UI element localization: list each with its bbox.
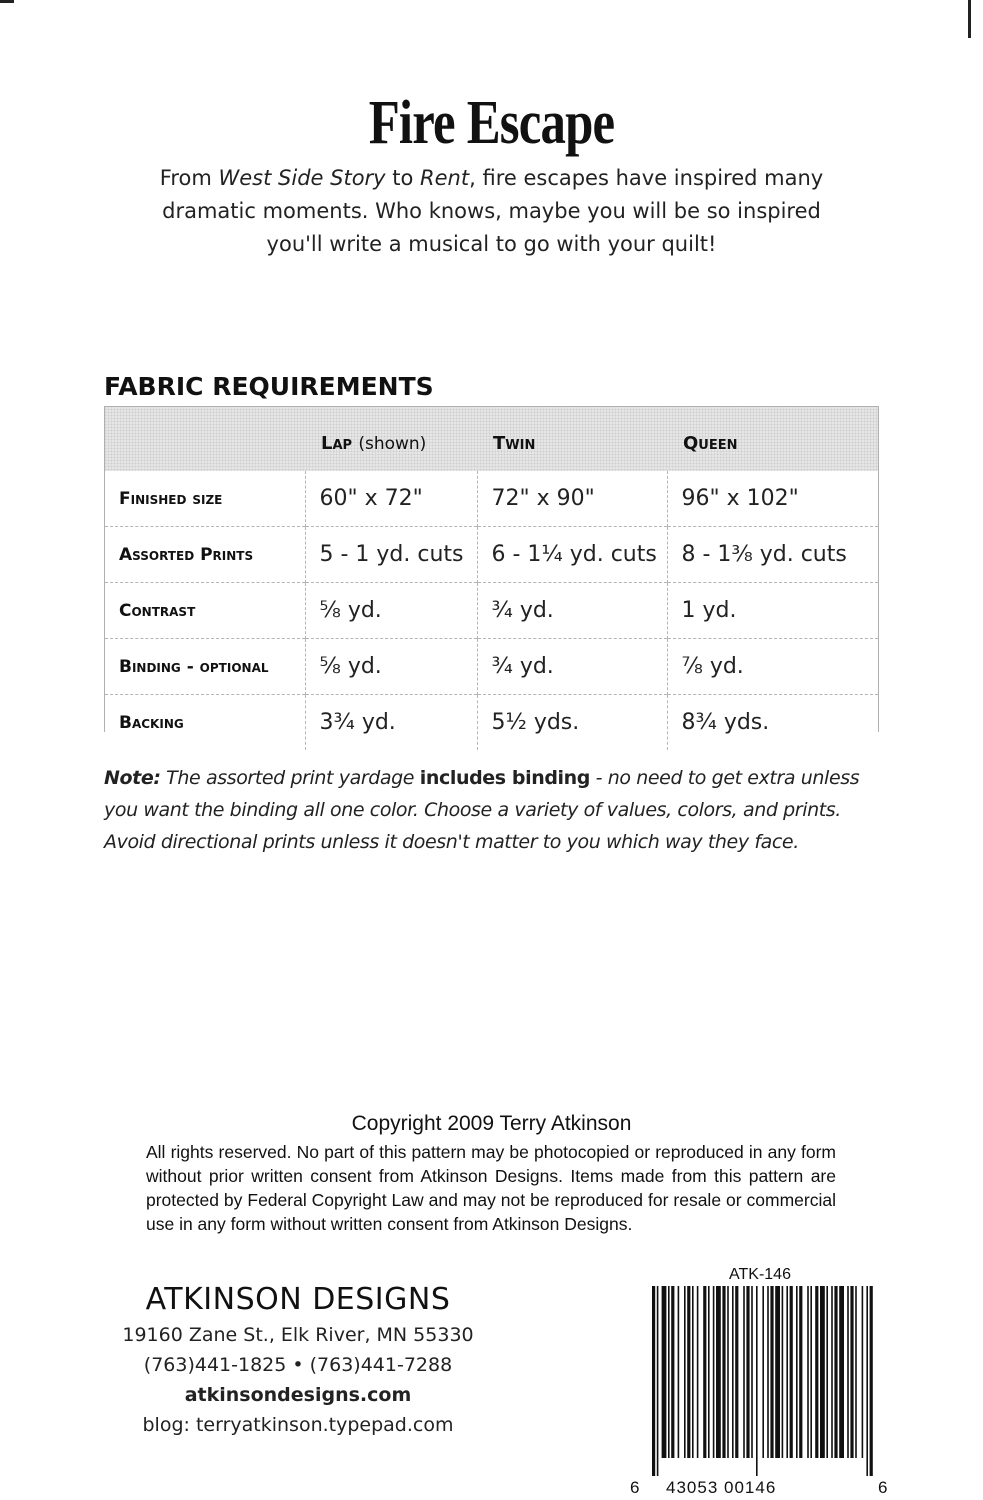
barcode-bar (790, 1286, 793, 1458)
row-label: Finished size (105, 471, 305, 527)
header-twin: Twin (493, 432, 536, 454)
barcode-bar (855, 1286, 857, 1458)
barcode-bar (652, 1286, 655, 1476)
barcode-bar (735, 1286, 738, 1458)
table-row (105, 471, 878, 527)
fabric-requirements-heading: FABRIC REQUIREMENTS (104, 372, 434, 401)
table-row (105, 695, 878, 751)
table-header-row (105, 407, 878, 471)
cell-lap: ⅝ yd. (305, 639, 477, 695)
barcode-bar (799, 1286, 802, 1458)
barcode-image (626, 1286, 886, 1476)
barcode-digit-left: 6 (630, 1478, 641, 1497)
intro-italic-title: West Side Story (218, 166, 386, 190)
barcode-bar (839, 1286, 844, 1458)
barcode-bar (756, 1286, 758, 1476)
barcode-bar (671, 1286, 674, 1458)
barcode-bar (692, 1286, 694, 1458)
barcode-bar (796, 1286, 798, 1458)
row-label: Contrast (105, 583, 305, 639)
barcode-bar (850, 1286, 853, 1458)
company-blog: blog: terryatkinson.typepad.com (142, 1414, 454, 1436)
barcode-bar (684, 1286, 686, 1458)
barcode-bar (662, 1286, 667, 1458)
barcode-bar (687, 1286, 690, 1458)
company-website: atkinsondesigns.com (184, 1384, 412, 1406)
company-name: ATKINSON DESIGNS (145, 1282, 451, 1317)
cell-twin: ¾ yd. (477, 583, 667, 639)
barcode-bar (834, 1286, 837, 1458)
barcode-bar (708, 1286, 710, 1458)
barcode-digit-right: 6 (878, 1478, 889, 1497)
header-lap-label: Lap (321, 432, 353, 454)
note-label: Note: (104, 767, 161, 789)
barcode-digits: 43053 00146 (666, 1478, 777, 1497)
table-row (105, 639, 878, 695)
header-lap (305, 407, 477, 471)
intro-text: to (385, 166, 421, 190)
cell-queen: 8¾ yds. (667, 695, 878, 751)
cell-twin: 72" x 90" (477, 471, 667, 527)
cell-twin: ¾ yd. (477, 639, 667, 695)
row-label: Backing (105, 695, 305, 751)
barcode-bar (722, 1286, 725, 1458)
edge-mark-right (968, 0, 971, 38)
header-blank (105, 407, 305, 471)
intro-paragraph (150, 162, 833, 261)
header-lap-note: (shown) (358, 433, 427, 454)
barcode-bar (826, 1286, 828, 1458)
cell-lap: 3¾ yd. (305, 695, 477, 751)
company-address: 19160 Zane St., Elk River, MN 55330 (122, 1324, 474, 1346)
barcode-bar (732, 1286, 734, 1458)
table-row (105, 527, 878, 583)
intro-line-1 (150, 162, 833, 195)
intro-text: , fire escapes have inspired many (469, 166, 824, 190)
barcode-bar (746, 1286, 749, 1458)
cell-lap: 5 - 1 yd. cuts (305, 527, 477, 583)
cell-lap: ⅝ yd. (305, 583, 477, 639)
copyright-title: Copyright 2009 Terry Atkinson (351, 1112, 632, 1135)
note-text: - no need to get extra unless you want the binding all one color. Choose a variety of values, colors, and prints. Avoid directional prints unless it doesn't matter to you which way they face. (104, 767, 860, 853)
barcode-bar (847, 1286, 849, 1458)
barcode-bar (697, 1286, 699, 1458)
barcode-bar (713, 1286, 715, 1458)
barcode-bar (807, 1286, 809, 1458)
cell-lap: 60" x 72" (305, 471, 477, 527)
note-bold-text: includes binding (419, 767, 590, 789)
barcode-bar (703, 1286, 706, 1458)
intro-line-3: you'll write a musical to go with your quilt! (266, 232, 717, 256)
barcode-bar (831, 1286, 833, 1458)
intro-italic-title: Rent (420, 166, 470, 190)
cell-queen: ⅞ yd. (667, 639, 878, 695)
barcode-bar (782, 1286, 784, 1458)
cell-twin: 5½ yds. (477, 695, 667, 751)
barcode-bar (727, 1286, 729, 1458)
cell-queen: 8 - 1³⁄₈ yd. cuts (667, 527, 878, 583)
barcode-bar (767, 1286, 769, 1458)
barcode-bar (657, 1286, 659, 1476)
fabric-requirements-table (104, 406, 879, 735)
barcode-bar (668, 1286, 670, 1458)
header-queen: Queen (683, 432, 738, 454)
barcode-bar (870, 1286, 873, 1476)
table-row (105, 583, 878, 639)
note-text: The assorted print yardage (160, 767, 420, 789)
intro-text: From (159, 166, 219, 190)
row-label: Assorted Prints (105, 527, 305, 583)
barcode-bar (678, 1286, 680, 1458)
company-phones: (763)441-1825 • (763)441-7288 (143, 1354, 453, 1376)
barcode-bar (743, 1286, 745, 1458)
intro-line-2: dramatic moments. Who knows, maybe you will be so inspired (162, 199, 821, 223)
note-paragraph (104, 762, 864, 858)
cell-queen: 96" x 102" (667, 471, 878, 527)
barcode-bar (786, 1286, 788, 1458)
barcode-bar (810, 1286, 812, 1458)
barcode-bar (770, 1286, 773, 1458)
page-title: Fire Escape (368, 89, 615, 157)
barcode-bar (775, 1286, 780, 1458)
barcode-bar (716, 1286, 721, 1458)
cell-twin: 6 - 1¼ yd. cuts (477, 527, 667, 583)
barcode-bar (751, 1286, 753, 1458)
barcode-bar (866, 1286, 868, 1476)
edge-mark-left (0, 0, 14, 3)
barcode-bar (762, 1286, 764, 1458)
cell-queen: 1 yd. (667, 583, 878, 639)
barcode-bar (862, 1286, 864, 1458)
copyright-body: All rights reserved. No part of this pattern may be photocopied or reproduced in any form without prior written consent from Atkinson Designs. Items made from this pattern are protected by Federal Copyright Law and may not be reproduced for resale or commercial use in any form without written consent from Atkinson Designs. (146, 1142, 836, 1234)
barcode-bar (820, 1286, 825, 1458)
sku-label: ATK-146 (729, 1266, 791, 1283)
barcode-bar (815, 1286, 818, 1458)
row-label: Binding - optional (105, 639, 305, 695)
